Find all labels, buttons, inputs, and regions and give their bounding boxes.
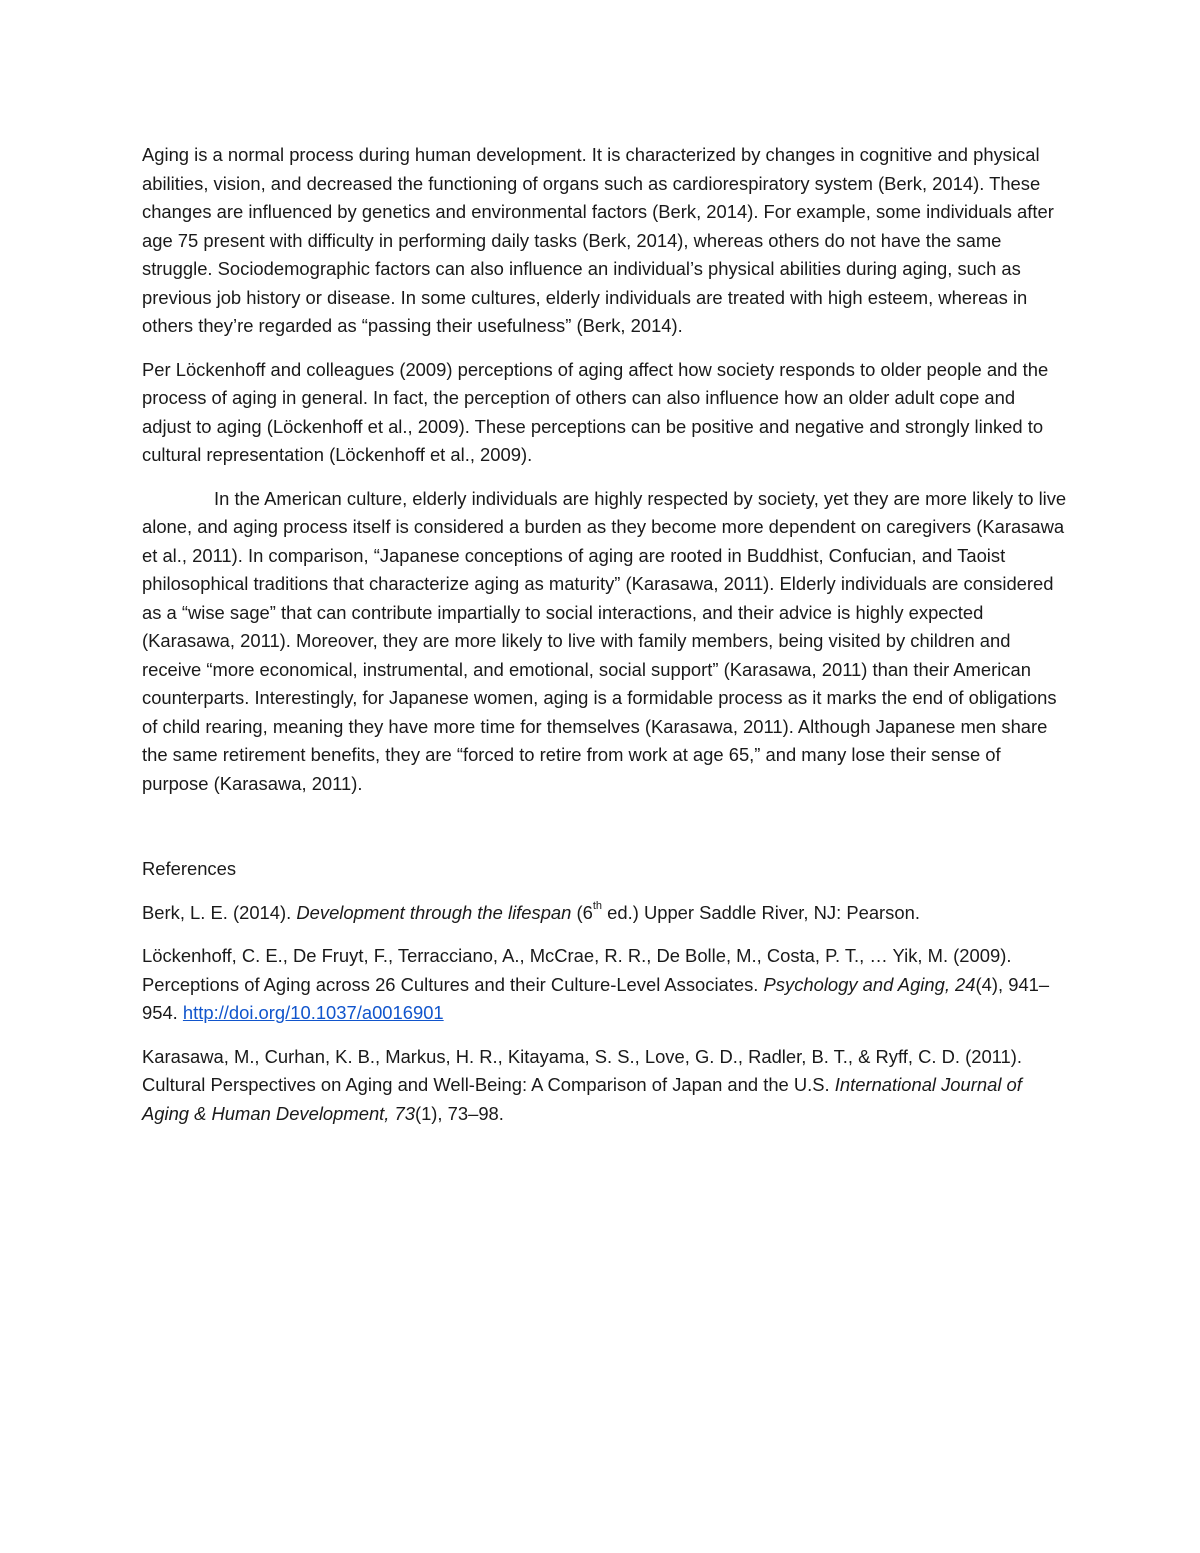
reference-book-title: Development through the lifespan: [296, 901, 572, 923]
reference-journal: Psychology and Aging, 24: [763, 973, 976, 995]
reference-journal: International Journal of Aging & Human Development, 73: [142, 1074, 1022, 1124]
reference-lockenhoff: [142, 942, 1067, 1028]
reference-issue-pages: (4), 941–954.: [142, 973, 1050, 1023]
reference-issue-pages: (1), 73–98.: [414, 1102, 504, 1124]
paragraph-american-vs-japanese: In the American culture, elderly individuals are highly respected by society, yet they are more likely to live alone, and aging process itself is considered a burden as they become more dependent on caregivers (Karasawa et al., 2011). In comparison, “Japanese conceptions of aging are rooted in Buddhist, Confucian, and Taoist philosophical traditions that characterize aging as maturity” (Karasawa, 2011). Elderly individuals are considered as a “wise sage” that can contribute impartially to social interactions, and their advice is highly expected (Karasawa, 2011). Moreover, they are more likely to live with family members, being visited by children and receive “more economical, instrumental, and emotional, social support” (Karasawa, 2011) than their American counterparts. Interestingly, for Japanese women, aging is a formidable process as it marks the end of obligations of child rearing, meaning they have more time for themselves (Karasawa, 2011). Although Japanese men share the same retirement benefits, they are “forced to retire from work at age 65,” and many lose their sense of purpose (Karasawa, 2011).: [142, 487, 1067, 794]
paragraph-aging-overview: Aging is a normal process during human development. It is characterized by changes in cognitive and physical abilities, vision, and decreased the functioning of organs such as cardiorespiratory system (Berk, 2014). These changes are influenced by genetics and environmental factors (Berk, 2014). For example, some individuals after age 75 present with difficulty in performing daily tasks (Berk, 2014), whereas others do not have the same struggle. Sociodemographic factors can also influence an individual’s physical abilities during aging, such as previous job history or disease. In some cultures, elderly individuals are treated with high esteem, whereas in others they’re regarded as “passing their usefulness” (Berk, 2014).: [142, 144, 1054, 336]
reference-publisher: ed.) Upper Saddle River, NJ: Pearson.: [602, 901, 920, 923]
reference-authors: Löckenhoff, C. E., De Fruyt, F., Terracciano, A., McCrae, R. R., De Bolle, M., Costa, P. T., … Yik, M. (2009). Perceptions of Aging across 26 Cultures and their Culture-Level Associates.: [142, 945, 1012, 995]
document-body: [142, 141, 1067, 1143]
reference-karasawa: [142, 1043, 1067, 1129]
reference-berk: [142, 899, 1067, 928]
references-heading: References: [142, 858, 237, 879]
reference-authors: Berk, L. E. (2014).: [142, 901, 297, 923]
reference-authors: Karasawa, M., Curhan, K. B., Markus, H. R., Kitayama, S. S., Love, G. D., Radler, B. T., & Ryff, C. D. (2011). Cultural Perspectives on Aging and Well-Being: A Comparison of Japan and the U.S.: [142, 1045, 1022, 1095]
reference-edition-superscript: th: [592, 900, 603, 913]
reference-edition: (6: [571, 901, 593, 923]
doi-link[interactable]: http://doi.org/10.1037/a0016901: [182, 1002, 444, 1023]
paragraph-perceptions-of-aging: Per Löckenhoff and colleagues (2009) perceptions of aging affect how society responds to older people and the process of aging in general. In fact, the perception of others can also influence how an older adult cope and adjust to aging (Löckenhoff et al., 2009). These perceptions can be positive and negative and strongly linked to cultural representation (Löckenhoff et al., 2009).: [142, 358, 1049, 465]
